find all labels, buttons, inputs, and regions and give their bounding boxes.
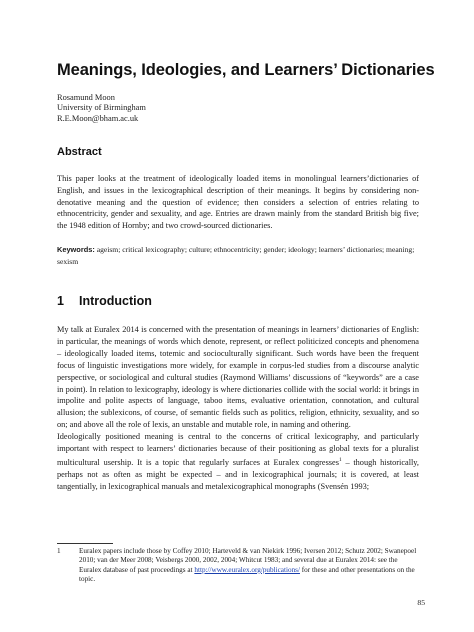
- footnote-body: [79, 547, 419, 585]
- author-name: Rosamund Moon: [57, 93, 115, 102]
- section-body: [57, 324, 419, 492]
- author-affiliation: University of Birmingham: [57, 103, 146, 113]
- section-number: 1: [57, 294, 64, 308]
- footnote-divider: [57, 543, 113, 544]
- abstract-heading: Abstract: [57, 146, 102, 158]
- section-heading: [57, 293, 152, 309]
- section-title: Introduction: [79, 294, 152, 308]
- footnote-text-start: Euralex papers include those by Coffey 2010; Harteveld & van Niekirk 1996; Iversen 2012; Schutz 2002; Swanepoel 2010; van der Meer 2008; Veisbergs 2000, 2002, 2004; Whitcut 1983; and several due at Euralex 2014: see the Euralex database of past proceedings at: [79, 547, 417, 574]
- body-paragraph-2-start: Ideologically positioned meaning is central to the concerns of critical lexicography, and particularly important with respect to learners’ dictionaries because of their positioning as global texts for a pluralist multicultural usership. It is a topic that regularly surfaces at Euralex congresses: [57, 432, 419, 467]
- page-number: 85: [417, 598, 425, 607]
- paper-title: Meanings, Ideologies, and Learners’ Dictionaries: [57, 61, 435, 79]
- footnote: [57, 547, 419, 585]
- footnote-number: 1: [57, 547, 61, 555]
- abstract-body: [57, 173, 419, 232]
- keywords: [57, 244, 419, 268]
- footnote-marker[interactable]: 1: [338, 456, 342, 463]
- abstract-paragraph: This paper looks at the treatment of ideologically loaded items in monolingual learners’dictionaries of English, and issues in the lexicographical description of their meanings. It begins by considering non-denotative meaning and the question of evidence; then considers a selection of entries relating to ethnocentricity, gender and sexuality, and age. Entries are drawn mainly from the standard British big five; the 1948 edition of Hornby; and two crowd-sourced dictionaries.: [57, 174, 419, 231]
- body-paragraph-2: [57, 431, 419, 492]
- author-email: R.E.Moon@bham.ac.uk: [57, 113, 139, 123]
- keywords-label: Keywords:: [57, 245, 95, 254]
- author-block: [57, 93, 357, 124]
- body-paragraph-1: My talk at Euralex 2014 is concerned with the presentation of meanings in learners’ dictionaries of English: in particular, the meanings of words which denote, represent, or reflect politicized concepts and phenomena – ideologically loaded items, totemic and socioculturally significant. Such words have been the frequent focus of linguistic investigations more widely, for example in corpus-led studies from a discourse analytic perspective, or sociological and cultural studies (Raymond Williams’ discussions of “keywords” are a case in point). In relation to lexicography, ideology is where dictionaries collide with the social world: it brings in impolite and polite aspects of language, taboo items, evaluative orientation, connotation, and cultural allusion; the sublexicons, of course, of semantic fields such as politics, religion, ethnicity, sexuality, and so on; and above all the role of lexis, an unstable and mutable role, in naming and othering.: [57, 325, 419, 430]
- body-paragraph-2-end: – though historically, perhaps not as often as might be expected – and in lexicographical journals; it is covered, at least tangentially, in lexicographical manuals and metalexicographical monographs (Svensén 1993;: [57, 457, 419, 491]
- footnote-text-end: for these and other presentations on the topic.: [79, 565, 415, 584]
- keywords-text: ageism; critical lexicography; culture; ethnocentricity; gender; ideology; learners’ dictionaries; meaning; sexism: [57, 245, 415, 266]
- footnote-link[interactable]: http://www.euralex.org/publications/: [194, 565, 300, 574]
